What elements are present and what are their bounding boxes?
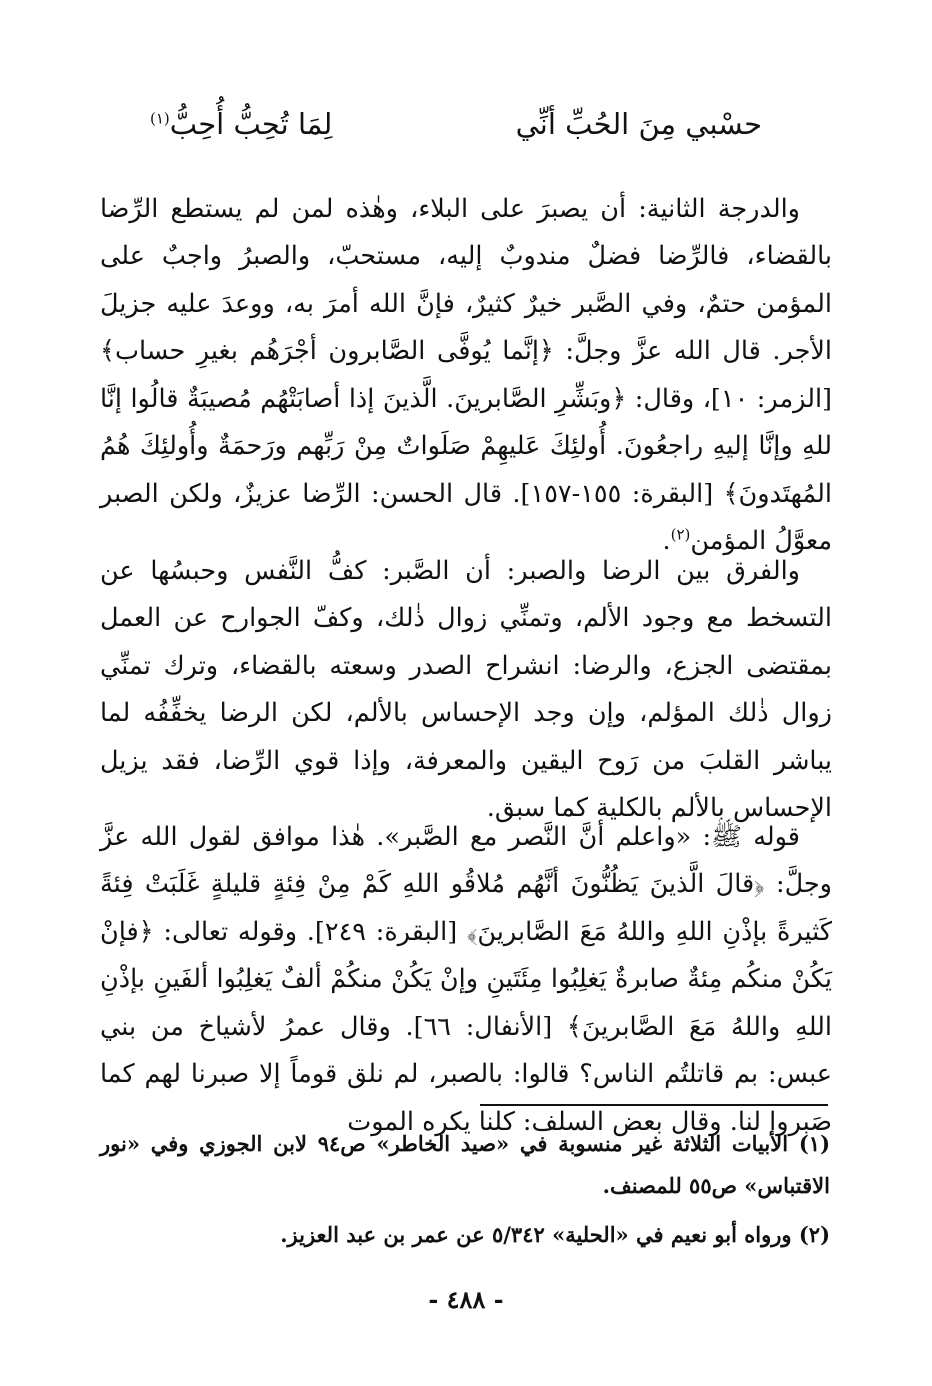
footnote-ref-1: (١) [150,109,170,128]
verse-second-hemistich [150,100,332,148]
paragraph-end: . [662,526,671,556]
footnote-ref-2: (٢) [670,525,691,544]
paragraph-text: والدرجة الثانية: أن يصبرَ على البلاء، وهٰذه لمن لم يستطع الرِّضا بالقضاء، فالرِّضا فضلٌ مندوبٌ إليه، مستحبّ، والصبرُ واجبٌ على المؤمن حتمٌ، وفي الصَّبر خيرٌ كثيرٌ، فإنَّ الله أمرَ به، ووعدَ عليه جزيلَ الأجر. قال الله عزَّ وجلَّ: ﴿إنَّما يُوفَّى الصَّابرون أجْرَهُم بغيرِ حساب﴾ [الزمر: ١٠]، وقال: ﴿وبَشِّرِ الصَّابرينَ. الَّذينَ إذا أصابَتْهُم مُصيبَةٌ قالُوا إنَّا للهِ وإنَّا إليهِ راجعُونَ. أُولئِكَ عَليهِمْ صَلَواتٌ مِنْ رَبِّهم ورَحمَةٌ وأُولئِكَ هُمُ المُهتَدونَ﴾ [البقرة: ١٥٥-١٥٧]. قال الحسن: الرِّضا عزيزٌ، ولكن الصبر معوَّلُ المؤمن [100,193,832,556]
poetry-verse [150,100,762,148]
footnote-2: (٢) ورواه أبو نعيم في «الحلية» ٥/٣٤٢ عن عمر بن عبد العزيز. [280,1222,830,1247]
verse-second-hemistich-text: لِمَا تُحِبُّ أُحِبُّ [169,107,333,141]
paragraph-patience-degree [100,186,832,566]
paragraph-difference: والفرق بين الرضا والصبر: أن الصَّبر: كفُّ النَّفس وحبسُها عن التسخط مع وجود الألم، وتمنِّي زوال ذٰلك، وكفّ الجوارح عن العمل بمقتضى الجزع، والرضا: انشراح الصدر وسعته بالقضاء، وترك تمنِّي زوال ذٰلك المؤلم، وإن وجد الإحساس بالألم، لكن الرضا يخفِّفُه لما يباشر القلبَ من رَوح اليقين والمعرفة، وإذا قوي الرِّضا، فقد يزيل الإحساس بالألم بالكلية كما سبق. [100,555,832,823]
footnote-separator [480,1104,828,1106]
page-number: - ٤٨٨ - [428,1285,504,1314]
verse-first-hemistich: حسْبي مِنَ الحُبِّ أنِّي [515,107,762,141]
footnote-1: (١) الأبيات الثلاثة غير منسوبة في «صيد الخاطر» ص٩٤ لابن الجوزي وفي «نور الاقتباس» ص٥٥ للمصنف. [100,1131,830,1198]
paragraph-victory-patience: قوله ﷺ: «واعلم أنَّ النَّصر مع الصَّبر». هٰذا موافق لقول الله عزَّ وجلَّ: ﴿قالَ الَّذينَ يَظُنُّونَ أنَّهُم مُلاقُو اللهِ كَمْ مِنْ فِئةٍ قليلةٍ غَلَبَتْ فِئةً كَثيرةً بإذْنِ اللهِ واللهُ مَعَ الصَّابرينَ﴾ [البقرة: ٢٤٩]. وقوله تعالى: ﴿فإنْ يَكُنْ منكُم مِئةٌ صابرةٌ يَغلِبُوا مِئَتَينِ وإنْ يَكُنْ منكُمْ ألفٌ يَغلِبُوا ألفَينِ بإذْنِ اللهِ واللهُ مَعَ الصَّابرينَ﴾ [الأنفال: ٦٦]. وقال عمرُ لأشياخ من بني عبس: بم قاتلتُم الناس؟ قالوا: بالصبر، لم نلق قوماً إلا صبرنا لهم كما صَبروا لنا. وقال بعض السلف: كلنا يكره الموت [100,821,832,1137]
